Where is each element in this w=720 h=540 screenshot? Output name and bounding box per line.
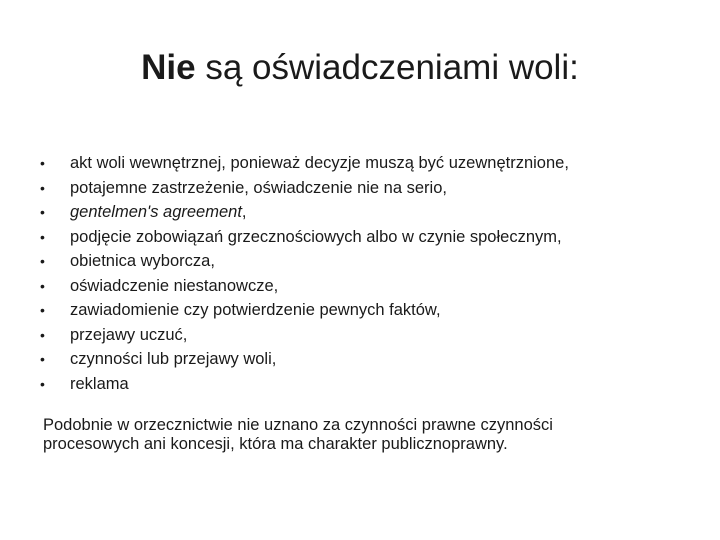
bullet-dot: • (40, 277, 45, 294)
paragraph-line: procesowych ani koncesji, która ma charakter publicznoprawny. (43, 435, 508, 453)
bullet-dot: • (40, 204, 45, 220)
bullet-dot: • (40, 302, 45, 318)
bullet-text: czynności lub przejawy woli, (70, 350, 277, 368)
bullet-dot: • (40, 179, 45, 196)
bullet-dot: • (40, 351, 45, 367)
list-item (40, 249, 700, 274)
closing-paragraph (43, 416, 683, 454)
bullet-dot: • (40, 228, 45, 245)
bullet-text: akt woli wewnętrznej, ponieważ decyzje muszą być uzewnętrznione, (70, 154, 569, 172)
paragraph-line: Podobnie w orzecznictwie nie uznano za czynności prawne czynności (43, 416, 553, 434)
bullet-text: zawiadomienie czy potwierdzenie pewnych faktów, (70, 301, 441, 319)
list-item (40, 347, 700, 372)
list-item (40, 176, 700, 201)
list-item (40, 151, 700, 176)
bullet-text: podjęcie zobowiązań grzecznościowych albo w czynie społecznym, (70, 227, 562, 246)
bullet-text-italic: gentelmen's agreement (70, 203, 242, 221)
list-item (40, 225, 700, 250)
bullet-text: obietnica wyborcza, (70, 252, 215, 270)
bullet-text-suffix: , (241, 203, 247, 221)
bullet-dot: • (40, 375, 45, 392)
slide-title (0, 44, 720, 92)
bullet-text (70, 200, 247, 225)
list-item (40, 200, 700, 225)
bullet-text: potajemne zastrzeżenie, oświadczenie nie na serio, (70, 178, 447, 197)
title-emphasis: Nie (141, 48, 196, 87)
bullet-text: oświadczenie niestanowcze, (70, 276, 279, 295)
bullet-text: przejawy uczuć, (70, 325, 188, 344)
list-item (40, 323, 700, 348)
list-item (40, 298, 700, 323)
bullet-text: reklama (70, 374, 129, 393)
list-item (40, 372, 700, 397)
bullet-dot: • (40, 253, 45, 269)
list-item (40, 274, 700, 299)
bullet-dot: • (40, 155, 45, 171)
title-text: są oświadczeniami woli: (195, 48, 579, 87)
bullet-list (40, 151, 700, 396)
bullet-dot: • (40, 326, 45, 343)
